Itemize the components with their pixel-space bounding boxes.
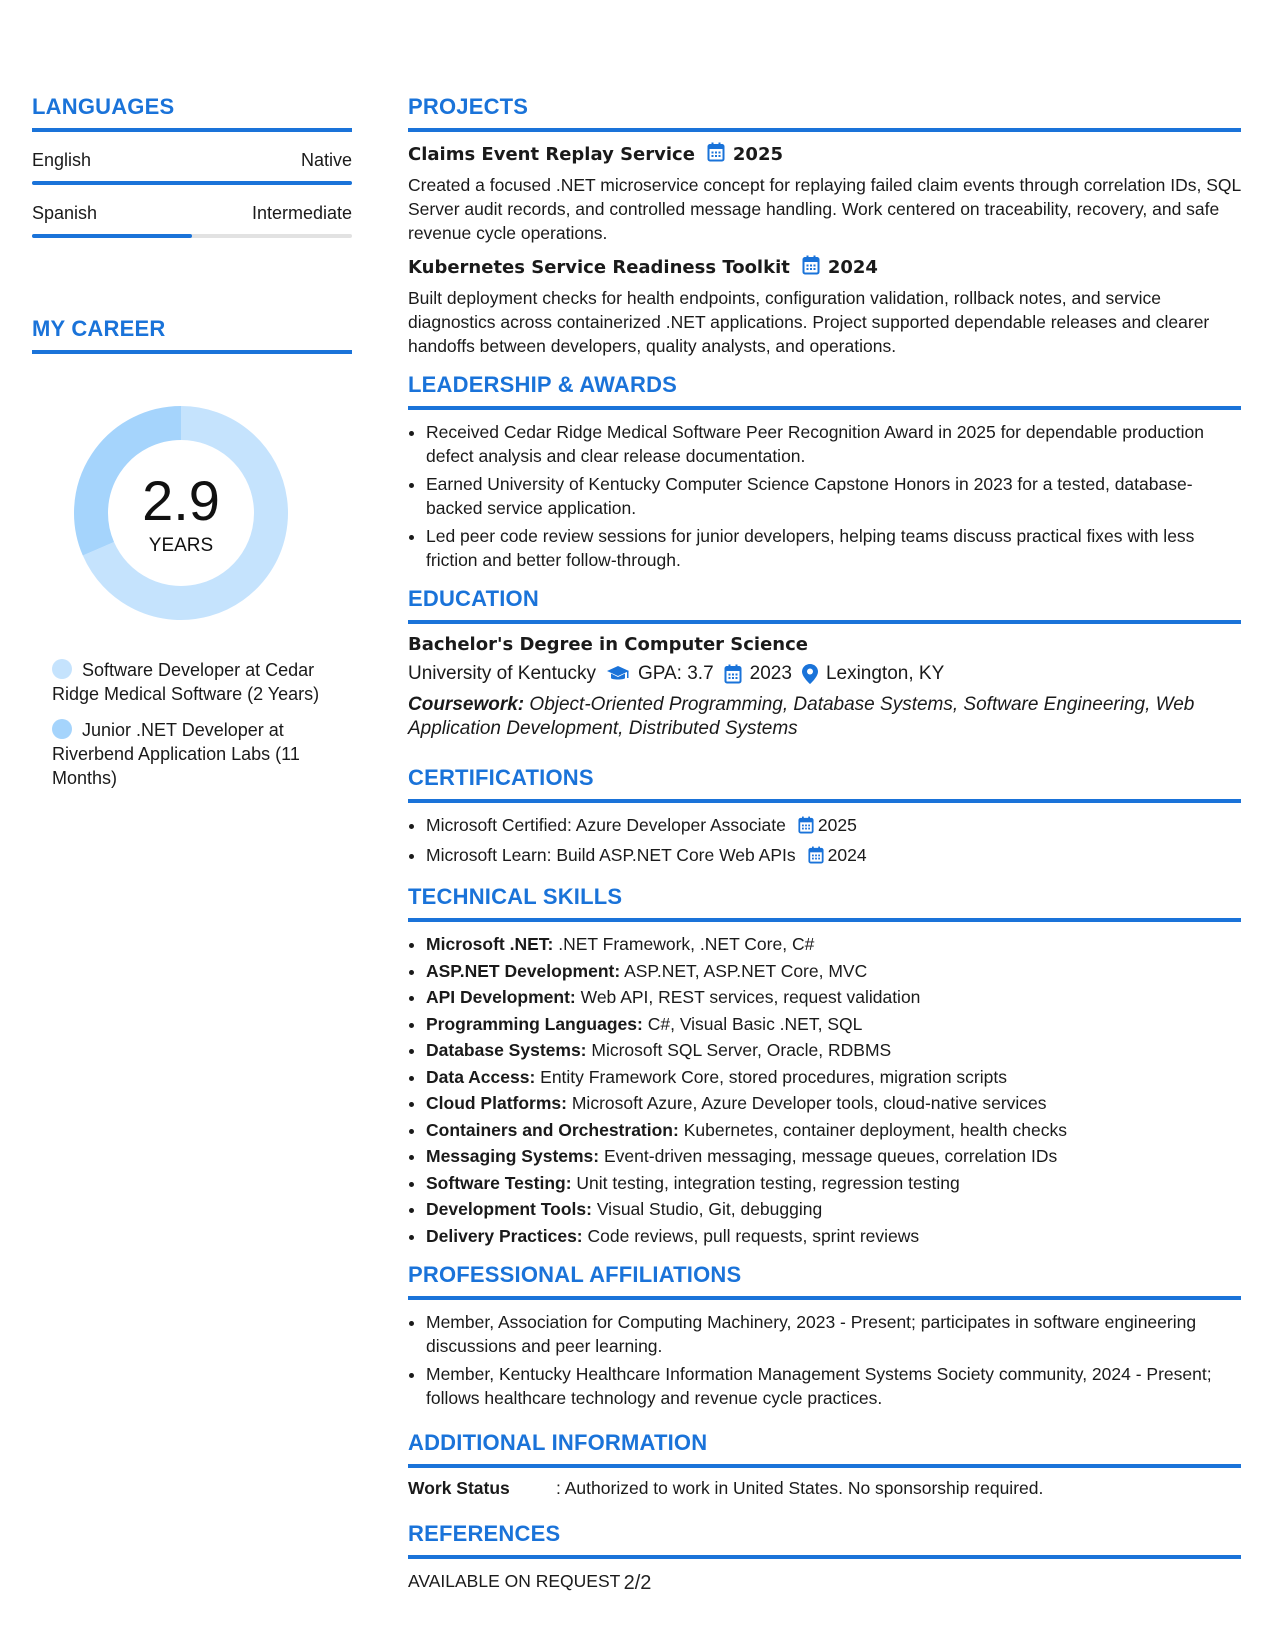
career-legend-label: Junior .NET Developer at Riverbend Application Labs (11 Months)	[52, 720, 300, 788]
affiliation-item: • Member, Association for Computing Machinery, 2023 - Present; participates in software engineering discussions and peer learning.	[426, 1310, 1241, 1358]
skills-list	[408, 932, 1241, 1248]
education-section	[408, 586, 1241, 741]
certification-year: 2024	[827, 845, 867, 865]
certification-name: Microsoft Learn: Build ASP.NET Core Web APIs	[426, 845, 796, 865]
calendar-icon	[802, 255, 820, 280]
additional-section	[408, 1430, 1241, 1499]
education-gpa: GPA: 3.7	[637, 663, 714, 684]
calendar-icon	[798, 816, 814, 840]
projects-title: PROJECTS	[408, 94, 1241, 132]
additional-title: ADDITIONAL INFORMATION	[408, 1430, 1241, 1468]
skill-label: Cloud Platforms:	[426, 1093, 567, 1113]
skill-value: Entity Framework Core, stored procedures, migration scripts	[540, 1066, 1007, 1087]
education-details	[408, 663, 1241, 685]
language-level: Intermediate	[251, 203, 352, 223]
skill-item	[426, 1065, 1241, 1089]
language-proficiency-bar	[32, 181, 352, 185]
skill-value: Code reviews, pull requests, sprint reviews	[587, 1225, 920, 1246]
work-status-row	[408, 1478, 1241, 1499]
skill-item	[426, 1144, 1241, 1168]
skill-item	[426, 1171, 1241, 1195]
skill-value: .NET Framework, .NET Core, C#	[558, 934, 815, 954]
project-year: 2024	[827, 257, 878, 278]
certifications-title: CERTIFICATIONS	[408, 765, 1241, 803]
career-donut	[66, 398, 296, 628]
education-title: EDUCATION	[408, 586, 1241, 624]
project-title-row	[408, 255, 1241, 280]
career-section	[32, 316, 352, 790]
leadership-item: • Received Cedar Ridge Medical Software Peer Recognition Award in 2025 for dependable production defect analysis and clear release documentation.	[426, 420, 1241, 468]
calendar-icon	[724, 664, 742, 684]
skill-label: Data Access:	[426, 1066, 536, 1087]
language-proficiency-fill	[32, 234, 192, 238]
career-legend-item	[52, 718, 332, 790]
projects-section	[408, 94, 1241, 358]
career-legend-item	[52, 658, 332, 706]
project-name: Claims Event Replay Service	[408, 144, 695, 165]
certifications-section	[408, 765, 1241, 870]
skill-item	[426, 959, 1241, 983]
skills-section	[408, 884, 1241, 1248]
language-name: Spanish	[32, 203, 98, 223]
project-description: Built deployment checks for health endpoints, configuration validation, rollback notes, and service diagnostics across containerized .NET applications. Project supported dependable releases and clearer handoffs between developers, quality analysts, and operations.	[408, 288, 1210, 356]
location-pin-icon	[802, 664, 818, 684]
skill-value: C#, Visual Basic .NET, SQL	[647, 1013, 863, 1034]
skill-label: Programming Languages:	[426, 1013, 643, 1034]
leadership-list	[408, 420, 1241, 572]
skill-value: Unit testing, integration testing, regression testing	[576, 1172, 960, 1193]
references-title: REFERENCES	[408, 1521, 1241, 1559]
leadership-section	[408, 372, 1241, 572]
education-year: 2023	[749, 663, 792, 684]
certification-item	[426, 843, 1241, 870]
career-title: MY CAREER	[32, 316, 352, 354]
skill-item	[426, 1012, 1241, 1036]
leadership-title: LEADERSHIP & AWARDS	[408, 372, 1241, 410]
legend-dot-icon	[52, 659, 72, 679]
skill-label: Development Tools:	[426, 1199, 592, 1219]
certification-item	[426, 813, 1241, 840]
skills-title: TECHNICAL SKILLS	[408, 884, 1241, 922]
graduation-cap-icon	[606, 665, 630, 683]
skill-label: Containers and Orchestration:	[426, 1119, 679, 1140]
certification-year: 2025	[817, 815, 857, 835]
right-column	[408, 94, 1241, 1606]
skill-value: ASP.NET, ASP.NET Core, MVC	[624, 960, 868, 981]
skill-item	[426, 1118, 1241, 1142]
references-text: AVAILABLE ON REQUEST	[408, 1570, 621, 1591]
skill-item	[426, 932, 1241, 956]
skill-value: Microsoft SQL Server, Oracle, RDBMS	[591, 1040, 892, 1060]
affiliations-title: PROFESSIONAL AFFILIATIONS	[408, 1262, 1241, 1300]
project-description: Created a focused .NET microservice concept for replaying failed claim events through correlation IDs, SQL Server audit records, and controlled message handling. Work centered on traceability, recovery, and safe revenue cycle operations.	[408, 175, 1241, 243]
skill-item	[426, 1038, 1241, 1062]
skill-item	[426, 1224, 1241, 1248]
language-name: English	[32, 150, 92, 170]
language-row	[32, 203, 352, 224]
skill-value: Event-driven messaging, message queues, correlation IDs	[604, 1146, 1058, 1166]
calendar-icon	[808, 846, 824, 870]
career-legend-label: Software Developer at Cedar Ridge Medical Software (2 Years)	[52, 660, 320, 704]
career-total-value: 2.9	[142, 469, 220, 532]
skill-label: ASP.NET Development:	[426, 960, 621, 981]
work-status-label: Work Status	[408, 1477, 510, 1498]
language-level: Native	[300, 150, 352, 170]
language-item	[32, 203, 352, 238]
page-number: 2/2	[623, 1572, 652, 1594]
project-title-row	[408, 142, 1241, 167]
skill-label: Delivery Practices:	[426, 1225, 583, 1246]
skill-value: Kubernetes, container deployment, health checks	[683, 1119, 1067, 1140]
education-coursework	[408, 693, 1241, 741]
education-school: University of Kentucky	[408, 663, 596, 684]
language-item	[32, 150, 352, 185]
skill-value: Visual Studio, Git, debugging	[596, 1199, 823, 1219]
skill-label: Messaging Systems:	[426, 1146, 600, 1166]
skill-item	[426, 985, 1241, 1009]
education-degree: Bachelor's Degree in Computer Science	[408, 634, 808, 655]
left-column	[32, 94, 352, 802]
languages-list	[32, 150, 352, 238]
leadership-item: • Earned University of Kentucky Computer Science Capstone Honors in 2023 for a tested, database-backed service application.	[426, 472, 1241, 520]
education-location: Lexington, KY	[825, 663, 945, 684]
language-proficiency-bar	[32, 234, 352, 238]
affiliations-section	[408, 1262, 1241, 1410]
certification-name: Microsoft Certified: Azure Developer Associate	[426, 815, 786, 835]
skill-value: Web API, REST services, request validation	[580, 987, 921, 1007]
project-name: Kubernetes Service Readiness Toolkit	[408, 257, 790, 278]
skill-label: API Development:	[426, 987, 576, 1007]
coursework-label: Coursework:	[408, 694, 525, 715]
language-proficiency-fill	[32, 181, 352, 185]
skill-label: Microsoft .NET:	[426, 934, 554, 954]
career-total-unit: YEARS	[148, 535, 214, 556]
leadership-item: • Led peer code review sessions for junior developers, helping teams discuss practical fixes with less friction and better follow-through.	[426, 524, 1241, 572]
work-status-value: : Authorized to work in United States. No sponsorship required.	[556, 1477, 1044, 1498]
languages-title: LANGUAGES	[32, 94, 352, 132]
skill-item	[426, 1197, 1241, 1221]
calendar-icon	[707, 142, 725, 167]
certifications-list	[408, 813, 1241, 870]
skill-item	[426, 1091, 1241, 1115]
skill-value: Microsoft Azure, Azure Developer tools, cloud-native services	[571, 1093, 1047, 1113]
skill-label: Database Systems:	[426, 1040, 587, 1060]
affiliation-item: • Member, Kentucky Healthcare Information Management Systems Society community, 2024 - Present; follows healthcare technology and revenue cycle practices.	[426, 1362, 1241, 1410]
skill-label: Software Testing:	[426, 1172, 572, 1193]
language-row	[32, 150, 352, 171]
career-legend	[52, 658, 332, 790]
project-year: 2025	[732, 144, 784, 165]
coursework-text: Object-Oriented Programming, Database Systems, Software Engineering, Web Application Development, Distributed Systems	[408, 694, 1195, 739]
legend-dot-icon	[52, 719, 72, 739]
affiliations-list	[408, 1310, 1241, 1410]
